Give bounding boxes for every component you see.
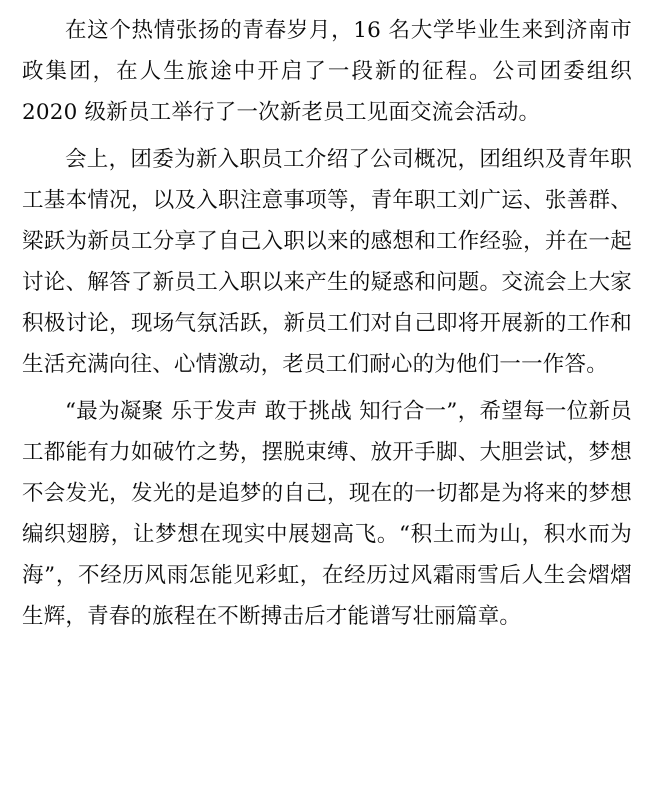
paragraph-3: “最为凝聚 乐于发声 敢于挑战 知行合一”，希望每一位新员工都能有力如破竹之势，摆脱束缚、放开手脚、大胆尝试，梦想不会发光，发光的是追梦的自己，现在的一切都是为将来的梦想编织翅膀，让梦想在现实中展翅高飞。“积土而为山，积水而为海”，不经历风雨怎能见彩虹，在经历过风霜雨雪后人生会熠熠生辉，青春的旅程在不断搏击后才能谱写壮丽篇章。 (22, 399, 632, 629)
paragraph-1: 在这个热情张扬的青春岁月，16 名大学毕业生来到济南市政集团，在人生旅途中开启了一段新的征程。公司团委组织 2020 级新员工举行了一次新老员工见面交流会活动。 (22, 18, 632, 125)
paragraph-2: 会上，团委为新入职员工介绍了公司概况，团组织及青年职工基本情况，以及入职注意事项等，青年职工刘广运、张善群、梁跃为新员工分享了自己入职以来的感想和工作经验，并在一起讨论、解答了新员工入职以来产生的疑惑和问题。交流会上大家积极讨论，现场气氛活跃，新员工们对自己即将开展新的工作和生活充满向往、心情激动，老员工们耐心的为他们一一作答。 (22, 147, 632, 377)
